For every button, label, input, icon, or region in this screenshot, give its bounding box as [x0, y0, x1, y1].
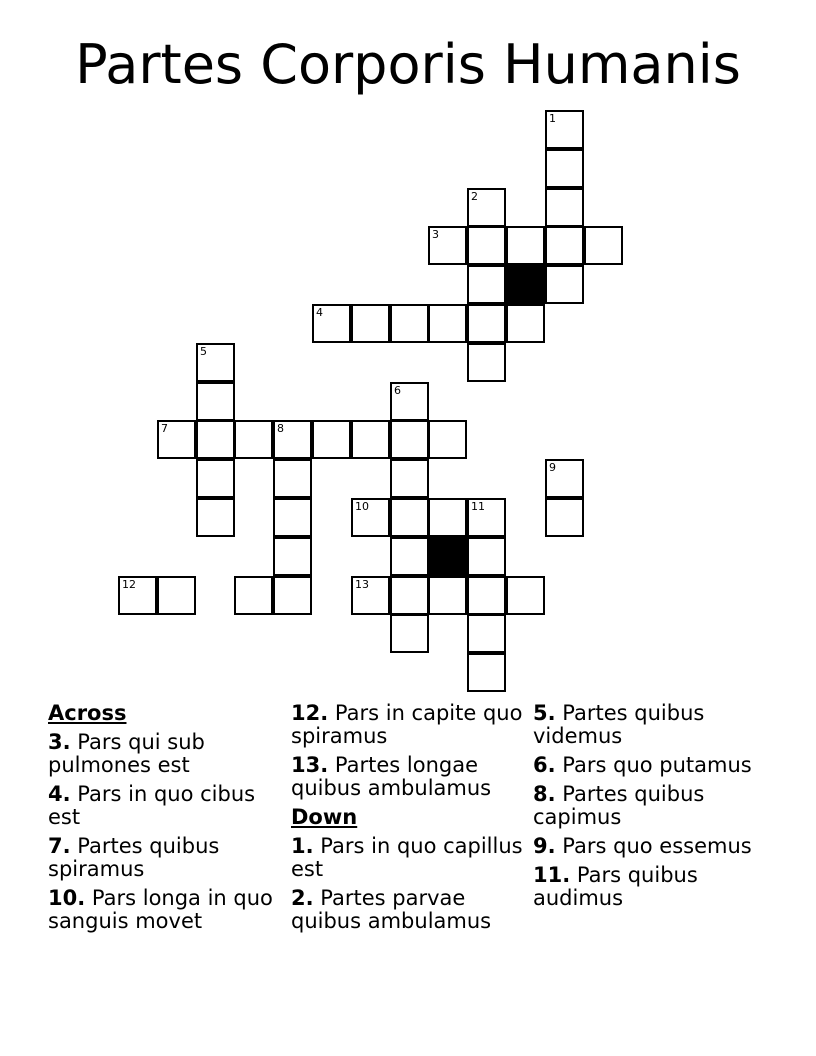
clue-number: 11 [471, 500, 485, 513]
clue-number: 3 [432, 228, 439, 241]
grid-cell[interactable] [467, 188, 506, 227]
grid-cell[interactable] [196, 343, 235, 382]
grid-cell[interactable] [196, 420, 235, 459]
grid-cell[interactable] [428, 420, 467, 459]
grid-cell[interactable] [351, 498, 390, 537]
grid-cell[interactable] [196, 498, 235, 537]
clues-column-1 [48, 702, 288, 939]
grid-cell[interactable] [467, 653, 506, 692]
grid-cell[interactable] [390, 576, 429, 615]
grid-cell[interactable] [545, 110, 584, 149]
clue-down-8: 8. Partes quibus capimus [533, 782, 705, 829]
grid-cell[interactable] [545, 265, 584, 304]
clue-across-4: 4. Pars in quo cibus est [48, 782, 256, 829]
across-heading: Across [48, 701, 127, 725]
black-cell [428, 537, 467, 576]
grid-cell[interactable] [584, 226, 623, 265]
grid-cell[interactable] [234, 576, 273, 615]
clue-down-11: 11. Pars quibus audimus [533, 863, 698, 910]
grid-cell[interactable] [351, 304, 390, 343]
grid-cell[interactable] [467, 265, 506, 304]
clue-down-5: 5. Partes quibus videmus [533, 701, 705, 748]
grid-cell[interactable] [196, 382, 235, 421]
grid-cell[interactable] [273, 420, 312, 459]
grid-cell[interactable] [390, 304, 429, 343]
grid-cell[interactable] [428, 226, 467, 265]
clue-down-2: 2. Partes parvae quibus ambulamus [291, 886, 492, 933]
grid-cell[interactable] [545, 459, 584, 498]
clues-column-2 [291, 702, 531, 939]
grid-cell[interactable] [467, 498, 506, 537]
down-heading: Down [291, 805, 358, 829]
grid-cell[interactable] [428, 498, 467, 537]
grid-cell[interactable] [390, 614, 429, 653]
black-cell [506, 265, 545, 304]
clue-number: 4 [316, 306, 323, 319]
clue-number: 7 [161, 422, 168, 435]
grid-cell[interactable] [506, 304, 545, 343]
clue-across-10: 10. Pars longa in quo sanguis movet [48, 886, 273, 933]
grid-cell[interactable] [467, 304, 506, 343]
clue-across-7: 7. Partes quibus spiramus [48, 834, 220, 881]
clue-across-13: 13. Partes longae quibus ambulamus [291, 753, 492, 800]
grid-cell[interactable] [390, 498, 429, 537]
clue-number: 13 [355, 578, 369, 591]
grid-cell[interactable] [390, 420, 429, 459]
puzzle-title: Partes Corporis Humanis [75, 33, 741, 96]
clue-number: 2 [471, 190, 478, 203]
grid-cell[interactable] [545, 149, 584, 188]
grid-cell[interactable] [312, 304, 351, 343]
grid-cell[interactable] [390, 537, 429, 576]
grid-cell[interactable] [467, 226, 506, 265]
grid-cell[interactable] [351, 420, 390, 459]
grid-cell[interactable] [196, 459, 235, 498]
grid-cell[interactable] [234, 420, 273, 459]
clue-down-6: 6. Pars quo putamus [533, 753, 752, 777]
grid-cell[interactable] [273, 576, 312, 615]
grid-cell[interactable] [506, 576, 545, 615]
grid-cell[interactable] [273, 498, 312, 537]
clue-number: 1 [549, 112, 556, 125]
grid-cell[interactable] [545, 226, 584, 265]
grid-cell[interactable] [467, 614, 506, 653]
grid-cell[interactable] [118, 576, 157, 615]
grid-cell[interactable] [545, 498, 584, 537]
clue-number: 12 [122, 578, 136, 591]
grid-cell[interactable] [467, 537, 506, 576]
clue-number: 5 [200, 345, 207, 358]
clue-across-3: 3. Pars qui sub pulmones est [48, 730, 205, 777]
clues-column-3 [533, 702, 773, 916]
clue-down-9: 9. Pars quo essemus [533, 834, 752, 858]
grid-cell[interactable] [467, 576, 506, 615]
clue-down-1: 1. Pars in quo capillus est [291, 834, 523, 881]
clue-number: 9 [549, 461, 556, 474]
grid-cell[interactable] [157, 420, 196, 459]
grid-cell[interactable] [428, 304, 467, 343]
grid-cell[interactable] [273, 459, 312, 498]
clue-across-12: 12. Pars in capite quo spiramus [291, 701, 523, 748]
grid-cell[interactable] [506, 226, 545, 265]
grid-cell[interactable] [157, 576, 196, 615]
grid-cell[interactable] [312, 420, 351, 459]
clue-number: 6 [394, 384, 401, 397]
grid-cell[interactable] [467, 343, 506, 382]
grid-cell[interactable] [351, 576, 390, 615]
clue-number: 8 [277, 422, 284, 435]
grid-cell[interactable] [273, 537, 312, 576]
clue-number: 10 [355, 500, 369, 513]
grid-cell[interactable] [428, 576, 467, 615]
grid-cell[interactable] [545, 188, 584, 227]
grid-cell[interactable] [390, 382, 429, 421]
grid-cell[interactable] [390, 459, 429, 498]
